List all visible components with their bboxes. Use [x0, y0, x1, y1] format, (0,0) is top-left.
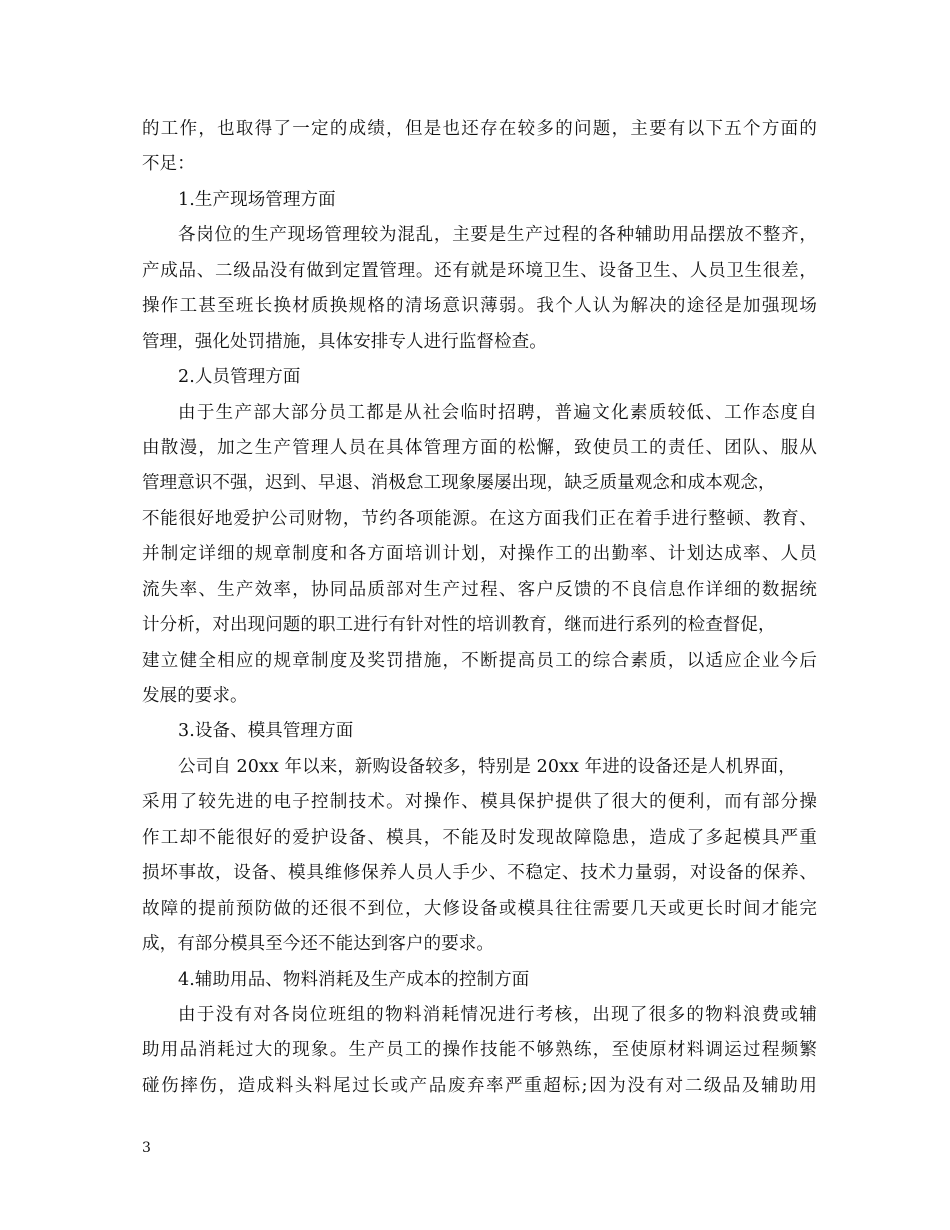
text-line: 由散漫，加之生产管理人员在具体管理方面的松懈，致使员工的责任、团队、服从: [142, 437, 817, 458]
text-line: 各岗位的生产现场管理较为混乱，主要是生产过程的各种辅助用品摆放不整齐，: [178, 225, 817, 246]
text-line: 4.辅助用品、物料消耗及生产成本的控制方面: [178, 969, 530, 990]
text-line: 公司自 20xx 年以来，新购设备较多，特别是 20xx 年进的设备还是人机界面，: [178, 756, 796, 777]
page-number: 3: [142, 1140, 151, 1156]
text-line: 成，有部分模具至今还不能达到客户的要求。: [142, 934, 494, 955]
text-line: 1.生产现场管理方面: [178, 189, 336, 210]
text-line: 不能很好地爱护公司财物，节约各项能源。在这方面我们正在着手进行整顿、教育、: [142, 508, 817, 529]
text-line: 计分析，对出现问题的职工进行有针对性的培训教育，继而进行系列的检查督促，: [142, 615, 776, 636]
text-line: 发展的要求。: [142, 686, 248, 706]
text-line: 3.设备、模具管理方面: [178, 721, 354, 742]
text-line: 不足：: [142, 154, 195, 175]
document-body: [142, 112, 817, 1104]
text-line: 并制定详细的规章制度和各方面培训计划，对操作工的出勤率、计划达成率、人员: [142, 544, 817, 565]
text-line: 产成品、二级品没有做到定置管理。还有就是环境卫生、设备卫生、人员卫生很差，: [142, 260, 817, 281]
text-line: 流失率、生产效率，协同品质部对生产过程、客户反馈的不良信息作详细的数据统: [142, 579, 817, 600]
text-line: 由于没有对各岗位班组的物料消耗情况进行考核，出现了很多的物料浪费或辅: [178, 1004, 817, 1025]
text-line: 故障的提前预防做的还很不到位，大修设备或模具往往需要几天或更长时间才能完: [142, 898, 817, 919]
text-line: 由于生产部大部分员工都是从社会临时招聘，普遍文化素质较低、工作态度自: [178, 402, 817, 423]
text-line: 管理意识不强，迟到、早退、消极怠工现象屡屡出现，缺乏质量观念和成本观念，: [142, 473, 776, 494]
text-line: 碰伤摔伤，造成料头料尾过长或产品废弃率严重超标;因为没有对二级品及辅助用: [142, 1075, 817, 1096]
text-line: 2.人员管理方面: [178, 367, 301, 388]
text-line: 建立健全相应的规章制度及奖罚措施，不断提高员工的综合素质，以适应企业今后: [142, 650, 817, 671]
text-line: 助用品消耗过大的现象。生产员工的操作技能不够熟练，至使原材料调运过程频繁: [142, 1040, 817, 1061]
text-line: 操作工甚至班长换材质换规格的清场意识薄弱。我个人认为解决的途径是加强现场: [142, 296, 817, 317]
text-line: 采用了较先进的电子控制技术。对操作、模具保护提供了很大的便利，而有部分操: [142, 792, 817, 813]
text-line: 损坏事故，设备、模具维修保养人员人手少、不稳定、技术力量弱，对设备的保养、: [142, 863, 817, 884]
text-line: 的工作，也取得了一定的成绩，但是也还存在较多的问题，主要有以下五个方面的: [142, 119, 817, 139]
text-line: 管理，强化处罚措施，具体安排专人进行监督检查。: [142, 331, 547, 352]
text-line: 作工却不能很好的爱护设备、模具，不能及时发现故障隐患，造成了多起模具严重: [142, 827, 817, 848]
